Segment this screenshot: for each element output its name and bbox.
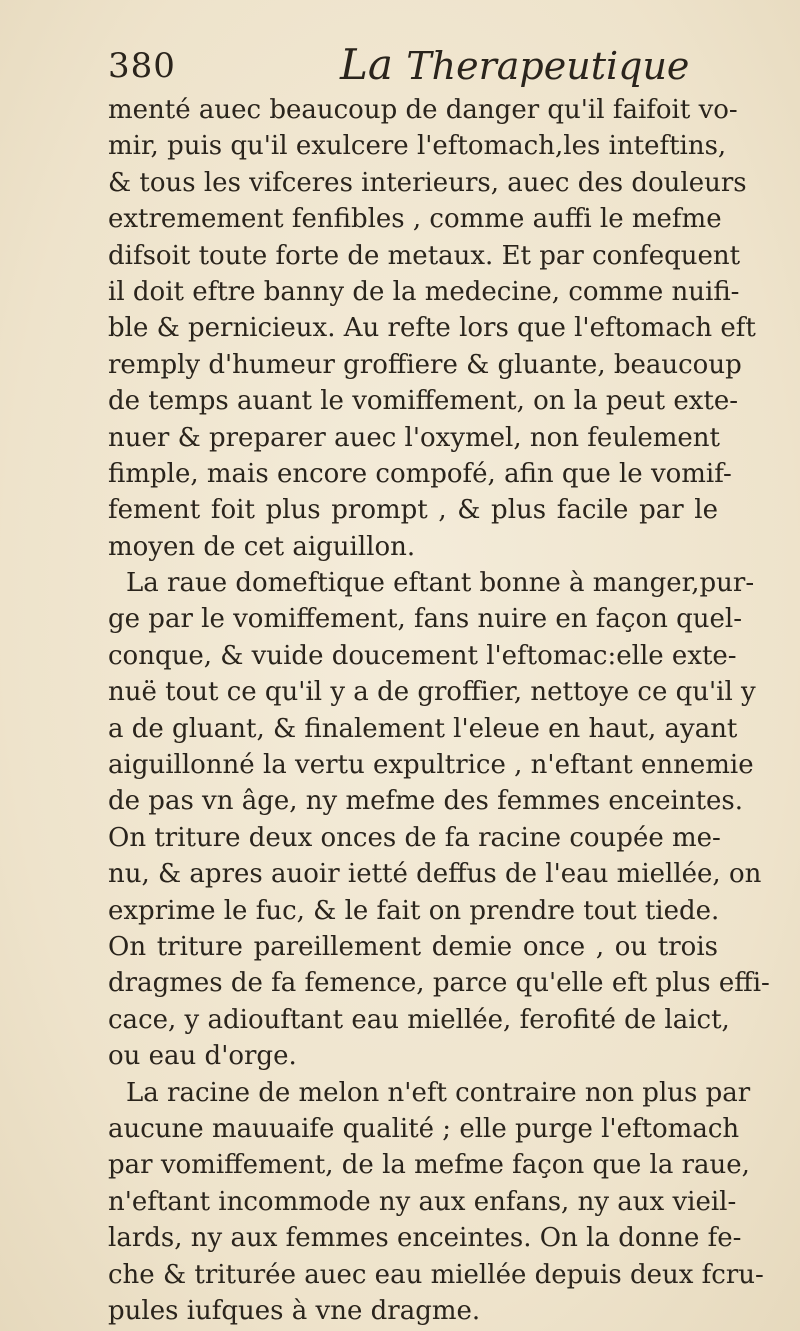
text-line: mir, puis qu'il exulcere l'eftomach,les inteftins, — [108, 131, 727, 162]
text-line: difsoit toute forte de metaux. Et par confequent — [108, 240, 741, 271]
text-line: nuë tout ce qu'il y a de groffier, nettoye ce qu'il y — [108, 677, 756, 708]
text-line: La racine de melon n'eft contraire non plus par — [126, 1077, 751, 1108]
text-line: aiguillonné la vertu expultrice , n'eftant ennemie — [108, 750, 754, 781]
text-line: On triture deux onces de fa racine coupée me- — [108, 822, 721, 853]
text-line: de pas vn âge, ny mefme des femmes enceintes. — [108, 786, 744, 817]
text-line: cace, y adiouftant eau miellée, ferofité de laict, — [108, 1004, 730, 1035]
text-line: che & triturée auec eau miellée depuis deux fcru- — [108, 1259, 764, 1290]
text-line: ble & pernicieux. Au refte lors que l'eftomach eft — [108, 313, 756, 344]
text-line: nu, & apres auoir ietté deffus de l'eau miellée, on — [108, 859, 762, 890]
running-title-word: Therapeutique — [406, 44, 690, 88]
text-line: ge par le vomiffement, fans nuire en façon quel- — [108, 604, 743, 635]
text-line: n'eftant incommode ny aux enfans, ny aux vieil- — [108, 1186, 737, 1217]
page-number: 380 — [108, 46, 176, 86]
text-line: pules iufques à vne dragme. — [108, 1295, 481, 1326]
text-line: a de gluant, & finalement l'eleue en haut, ayant — [108, 713, 738, 744]
text-line: lards, ny aux femmes enceintes. On la donne fe- — [108, 1223, 742, 1254]
text-line: extremement fenfibles , comme auffi le mefme — [108, 204, 722, 235]
text-line: ou eau d'orge. — [108, 1041, 297, 1072]
text-line: fimple, mais encore compofé, afin que le vomif- — [108, 458, 732, 489]
text-line: de temps auant le vomiffement, on la peut exte- — [108, 386, 739, 417]
text-line: On triture pareillement demie once , ou trois — [108, 931, 718, 962]
text-line: exprime le fuc, & le fait on prendre tout tiede. — [108, 895, 720, 926]
text-line: dragmes de fa femence, parce qu'elle eft plus effi- — [108, 968, 770, 999]
body-text — [108, 92, 770, 1329]
running-title — [340, 40, 689, 89]
text-line: & tous les vifceres interieurs, auec des douleurs — [108, 167, 747, 198]
text-line: moyen de cet aiguillon. — [108, 531, 416, 562]
text-line: nuer & preparer auec l'oxymel, non feulement — [108, 422, 721, 453]
text-line: conque, & vuide doucement l'eftomac:elle exte- — [108, 640, 737, 671]
text-line: aucune mauuaife qualité ; elle purge l'eftomach — [108, 1113, 740, 1144]
text-line: par vomiffement, de la mefme façon que la raue, — [108, 1150, 750, 1181]
text-line: fement foit plus prompt , & plus facile par le — [108, 495, 718, 526]
text-line: menté auec beaucoup de danger qu'il faifoit vo- — [108, 95, 738, 125]
text-line: il doit eftre banny de la medecine, comme nuifi- — [108, 276, 740, 307]
text-line: remply d'humeur groffiere & gluante, beaucoup — [108, 349, 742, 380]
running-title-article: La — [340, 40, 393, 89]
page-header — [108, 40, 708, 92]
text-line: La raue domeftique eftant bonne à manger,pur- — [126, 568, 755, 599]
